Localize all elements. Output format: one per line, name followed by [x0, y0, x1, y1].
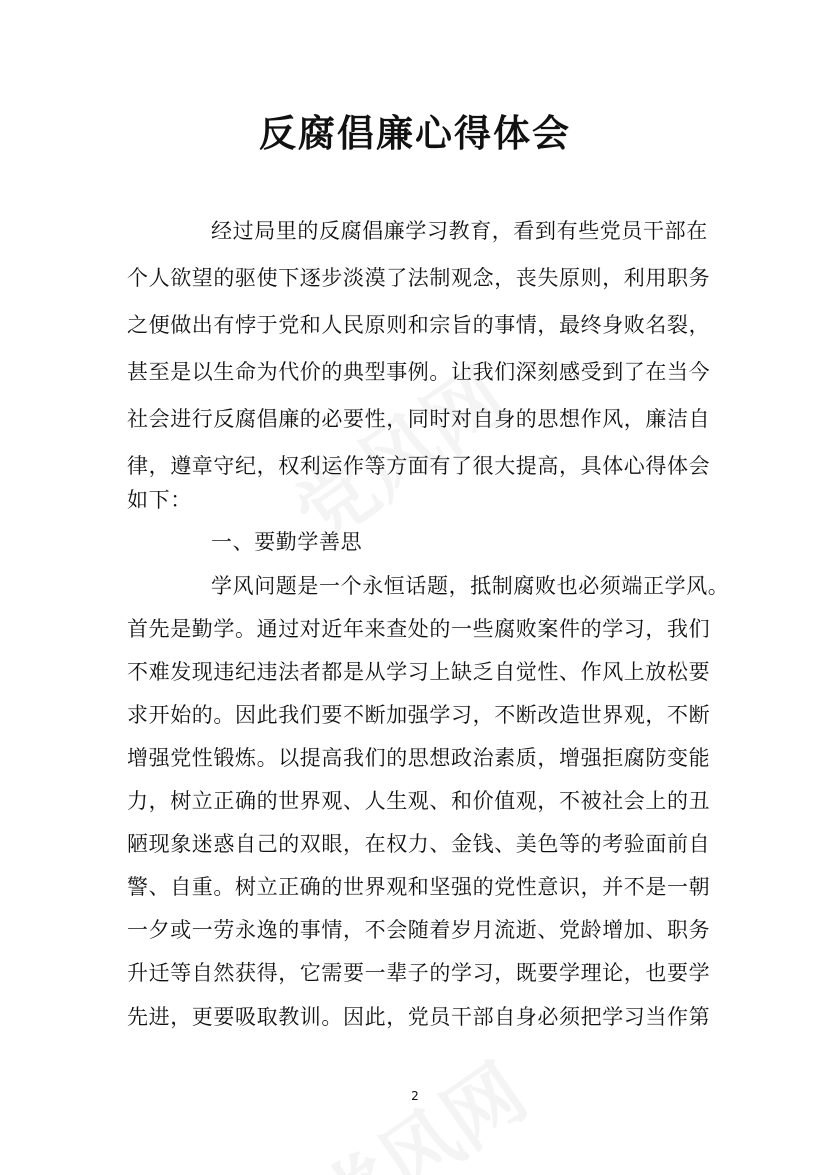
paragraph-line: 之便做出有悖于党和人民原则和宗旨的事情，最终身败名裂，	[127, 313, 711, 337]
paragraph-line: 一夕或一劳永逸的事情，不会随着岁月流逝、党龄增加、职务	[127, 918, 711, 942]
paragraph-line: 首先是勤学。通过对近年来查处的一些腐败案件的学习，我们	[127, 617, 711, 641]
paragraph-line: 个人欲望的驱使下逐步淡漠了法制观念，丧失原则，利用职务	[127, 266, 711, 290]
paragraph-line: 增强党性锻炼。以提高我们的思想政治素质，增强拒腐防变能	[127, 746, 711, 770]
paragraph-line: 律，遵章守纪，权利运作等方面有了很大提高，具体心得体会	[127, 454, 711, 478]
paragraph-line: 力，树立正确的世界观、人生观、和价值观，不被社会上的丑	[127, 789, 711, 813]
paragraph-line: 不难发现违纪违法者都是从学习上缺乏自觉性、作风上放松要	[127, 660, 711, 684]
watermark	[289, 1033, 545, 1175]
paragraph-line: 升迁等自然获得，它需要一辈子的学习，既要学理论，也要学	[127, 961, 711, 985]
paragraph-line: 甚至是以生命为代价的典型事例。让我们深刻感受到了在当今	[127, 360, 711, 384]
document-title: 反腐倡廉心得体会	[259, 112, 571, 155]
section-heading: 一、要勤学善思	[211, 530, 363, 554]
page-number: 2	[411, 1089, 419, 1103]
paragraph-line: 学风问题是一个永恒话题，抵制腐败也必须端正学风。	[211, 574, 730, 598]
paragraph-line: 社会进行反腐倡廉的必要性，同时对自身的思想作风，廉洁自	[127, 407, 711, 431]
paragraph-line: 警、自重。树立正确的世界观和坚强的党性意识，并不是一朝	[127, 875, 711, 899]
paragraph-line: 求开始的。因此我们要不断加强学习，不断改造世界观，不断	[127, 703, 711, 727]
paragraph-line: 经过局里的反腐倡廉学习教育，看到有些党员干部在	[211, 219, 708, 243]
paragraph-line: 陋现象迷惑自己的双眼，在权力、金钱、美色等的考验面前自	[127, 832, 711, 856]
paragraph-line: 如下：	[127, 488, 192, 512]
paragraph-line: 先进，更要吸取教训。因此，党员干部自身必须把学习当作第	[127, 1005, 711, 1029]
